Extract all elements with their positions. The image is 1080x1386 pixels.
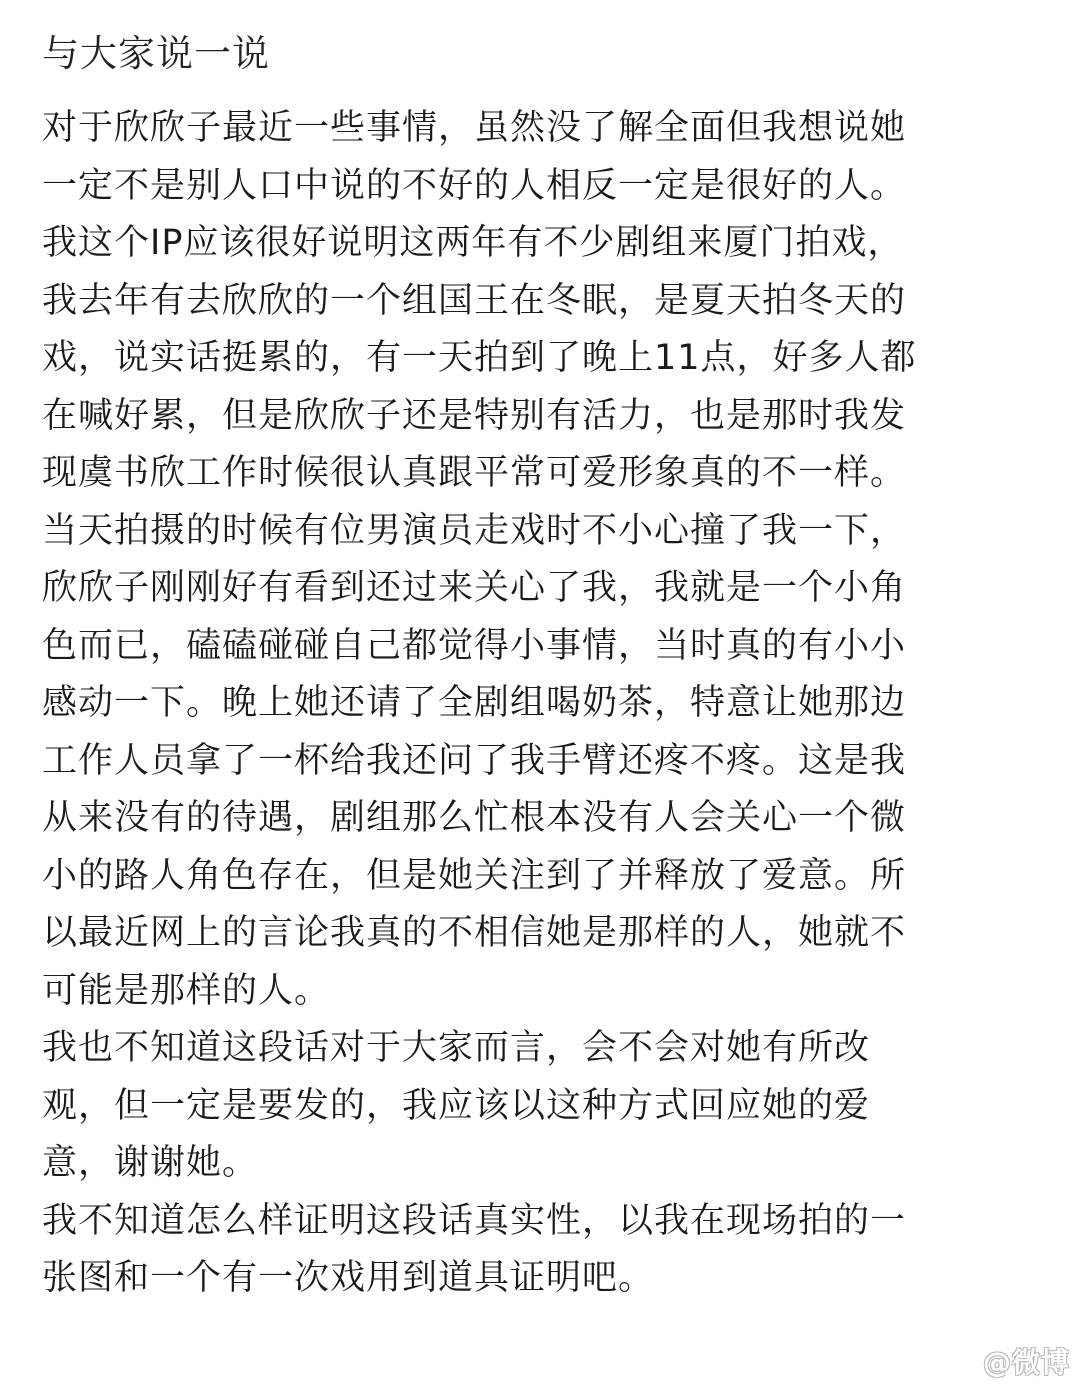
text-line: 我这个IP应该很好说明这两年有不少剧组来厦门拍戏， bbox=[42, 223, 904, 263]
text-line: 当天拍摄的时候有位男演员走戏时不小心撞了我一下， bbox=[42, 510, 907, 551]
text-line: 我不知道怎么样证明这段话真实性，以我在现场拍的一 bbox=[42, 1200, 907, 1241]
text-line: 以最近网上的言论我真的不相信她是那样的人，她就不 bbox=[42, 913, 907, 953]
post-title: 与大家说一说 bbox=[42, 32, 270, 75]
text-line: 戏，说实话挺累的，有一天拍到了晚上11点，好多人都 bbox=[42, 338, 917, 378]
text-line: 欣欣子刚刚好有看到还过来关心了我，我就是一个小角 bbox=[42, 568, 907, 608]
text-line: 工作人员拿了一杯给我还问了我手臂还疼不疼。这是我 bbox=[42, 740, 907, 781]
text-line: 我去年有去欣欣的一个组国王在冬眠，是夏天拍冬天的 bbox=[42, 280, 907, 321]
text-line: 观，但一定是要发的，我应该以这种方式回应她的爱 bbox=[42, 1085, 871, 1126]
text-line: 意，谢谢她。 bbox=[42, 1143, 259, 1183]
text-line: 我也不知道这段话对于大家而言，会不会对她有所改 bbox=[42, 1028, 871, 1068]
text-line: 现虞书欣工作时候很认真跟平常可爱形象真的不一样。 bbox=[42, 453, 907, 493]
text-line: 色而已，磕磕碰碰自己都觉得小事情，当时真的有小小 bbox=[42, 625, 907, 666]
watermark: @微博 bbox=[982, 1346, 1070, 1379]
text-line: 从来没有的待遇，剧组那么忙根本没有人会关心一个微 bbox=[42, 798, 907, 838]
post-body bbox=[42, 100, 1042, 1308]
text-line: 感动一下。晚上她还请了全剧组喝奶茶，特意让她那边 bbox=[42, 683, 907, 723]
text-line: 可能是那样的人。 bbox=[42, 970, 331, 1011]
text-line: 张图和一个有一次戏用到道具证明吧。 bbox=[42, 1258, 655, 1298]
text-line: 小的路人角色存在，但是她关注到了并释放了爱意。所 bbox=[42, 855, 907, 896]
text-line: 对于欣欣子最近一些事情，虽然没了解全面但我想说她 bbox=[42, 108, 907, 148]
text-line: 一定不是别人口中说的不好的人相反一定是很好的人。 bbox=[42, 165, 907, 206]
text-line: 在喊好累，但是欣欣子还是特别有活力，也是那时我发 bbox=[42, 395, 907, 436]
